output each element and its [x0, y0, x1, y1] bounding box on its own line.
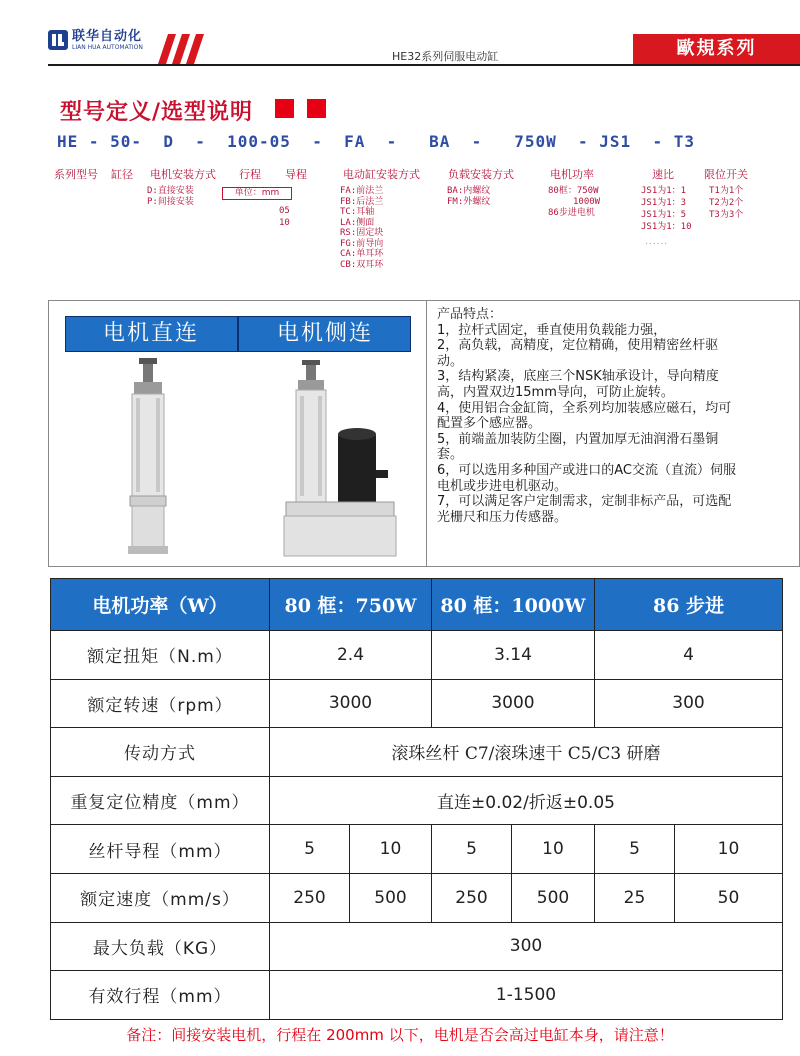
- red-square-marker: [307, 99, 326, 118]
- table-cell: 10: [675, 825, 783, 874]
- option-load-mount: BA:内螺纹: [447, 186, 491, 196]
- option-motor-power: 80框：750W: [548, 186, 599, 196]
- option-cylinder-mount: TC:耳轴: [340, 207, 375, 217]
- table-cell: 5: [432, 825, 512, 874]
- header-cell-motor-power: 电机功率（W）: [51, 579, 270, 631]
- option-motor-power: 1000W: [573, 197, 601, 207]
- table-cell: 3000: [432, 679, 595, 728]
- option-cylinder-mount: CA:单耳环: [340, 249, 384, 259]
- feature-item: 1，拉杆式固定，垂直使用负载能力强，: [437, 322, 667, 338]
- row-label: 丝杆导程（mm）: [51, 825, 270, 874]
- table-row: [51, 971, 783, 1020]
- label-motor-mount: 电机安装方式: [150, 168, 216, 181]
- option-cylinder-mount: CB:双耳环: [340, 259, 384, 270]
- option-limit-switch: T1为1个: [709, 186, 744, 196]
- option-lead: 05: [279, 206, 290, 216]
- header-cell: 80 框：750W: [270, 579, 432, 631]
- table-cell: 250: [432, 873, 512, 922]
- option-ratio: JS1为1：5: [641, 210, 687, 220]
- label-cylinder-mount: 电动缸安装方式: [343, 168, 420, 181]
- side-mount-actuator-image: [270, 360, 400, 560]
- table-row: [51, 776, 783, 825]
- row-label: 额定速度（mm/s）: [51, 873, 270, 922]
- table-cell: 5: [270, 825, 350, 874]
- model-code: HE - 50- D - 100-05 - FA - BA - 750W - JS1 - T3: [57, 132, 695, 151]
- row-label: 传动方式: [51, 728, 270, 777]
- row-label: 最大负载（KG）: [51, 922, 270, 971]
- label-motor-power: 电机功率: [550, 168, 594, 181]
- table-row: [51, 728, 783, 777]
- label-stroke: 行程: [239, 168, 261, 181]
- header-cell: 80 框：1000W: [432, 579, 595, 631]
- table-row: [51, 679, 783, 728]
- header-divider: [48, 64, 800, 66]
- table-cell: 3000: [270, 679, 432, 728]
- tab-direct-mount: 电机直连: [102, 321, 199, 346]
- option-limit-switch: T2为2个: [709, 198, 744, 208]
- stroke-unit: 单位：mm: [222, 187, 292, 200]
- brand-name-cn: 联华自动化: [72, 29, 143, 44]
- table-row: [51, 922, 783, 971]
- option-cylinder-mount: FB:后法兰: [340, 196, 384, 207]
- table-cell: 10: [350, 825, 432, 874]
- footnote: 备注：间接安装电机，行程在 200mm 以下，电机是否会高过电缸本身，请注意！: [126, 1026, 674, 1044]
- table-cell: 50: [675, 873, 783, 922]
- option-motor-power: 86步进电机: [548, 208, 595, 218]
- option-ratio: JS1为1：3: [641, 198, 687, 208]
- label-load-mount: 负载安装方式: [448, 168, 514, 181]
- table-header-row: [51, 579, 783, 631]
- row-label: 有效行程（mm）: [51, 971, 270, 1020]
- option-motor-mount: D:直接安装: [147, 186, 194, 196]
- table-cell: 5: [595, 825, 675, 874]
- table-cell: 3.14: [432, 631, 595, 680]
- feature-item: 6，可以选用多种国产或进口的AC交流（直流）伺服电机或步进电机驱动。: [437, 462, 737, 494]
- brand-logo-icon: [48, 30, 68, 50]
- table-cell: 直连±0.02/折返±0.05: [270, 776, 783, 825]
- document-title: HE32系列伺服电动缸: [392, 50, 499, 63]
- label-ratio: 速比: [652, 168, 674, 181]
- feature-item: 4，使用铝合金缸筒，全系列均加装感应磁石，均可配置多个感应器。: [437, 400, 732, 432]
- label-series-model: 系列型号: [54, 168, 98, 181]
- table-cell: 500: [350, 873, 432, 922]
- spec-table: [50, 578, 783, 1020]
- page-header: [0, 0, 800, 70]
- header-cell: 86 步进: [595, 579, 783, 631]
- tab-side-mount: 电机侧连: [276, 321, 373, 346]
- features-title: 产品特点：: [437, 307, 503, 322]
- table-cell: 滚珠丝杆 C7/滚珠速干 C5/C3 研磨: [270, 728, 783, 777]
- option-cylinder-mount: LA:侧面: [340, 217, 375, 228]
- table-row: [51, 873, 783, 922]
- table-row: [51, 631, 783, 680]
- option-motor-mount: P:间接安装: [147, 197, 194, 207]
- table-cell: 4: [595, 631, 783, 680]
- option-ratio: JS1为1：1: [641, 186, 687, 196]
- label-bore: 缸径: [111, 168, 133, 181]
- feature-item: 5，前端盖加装防尘圈，内置加厚无油润滑石墨铜套。: [437, 431, 719, 463]
- row-label: 重复定位精度（mm）: [51, 776, 270, 825]
- table-cell: 2.4: [270, 631, 432, 680]
- option-cylinder-mount: RS:固定块: [340, 228, 384, 238]
- label-limit-switch: 限位开关: [704, 168, 748, 181]
- option-ratio-more: ......: [645, 237, 669, 247]
- panel-divider: [426, 300, 427, 567]
- table-cell: 300: [270, 922, 783, 971]
- table-cell: 25: [595, 873, 675, 922]
- table-cell: 250: [270, 873, 350, 922]
- option-lead: 10: [279, 218, 290, 228]
- table-cell: 1-1500: [270, 971, 783, 1020]
- red-stripes-decoration: [158, 34, 218, 64]
- option-cylinder-mount: FG:前导向: [340, 238, 384, 249]
- option-load-mount: FM:外螺纹: [447, 197, 491, 207]
- feature-item: 2，高负载，高精度，定位精确，使用精密丝杆驱动。: [437, 338, 719, 369]
- label-lead: 导程: [285, 168, 307, 181]
- table-cell: 500: [512, 873, 595, 922]
- brand-name-en: LIAN HUA AUTOMATION: [72, 44, 143, 51]
- features-list: [437, 307, 737, 525]
- series-tag: 歐規系列: [676, 38, 757, 59]
- row-label: 额定转速（rpm）: [51, 679, 270, 728]
- option-ratio: JS1为1：10: [641, 222, 692, 232]
- table-cell: 300: [595, 679, 783, 728]
- feature-item: 7，可以满足客户定制需求，定制非标产品，可选配光栅尺和压力传感器。: [437, 494, 732, 525]
- direct-mount-actuator-image: [110, 358, 190, 558]
- red-square-marker: [275, 99, 294, 118]
- brand-name: [72, 30, 143, 52]
- section-title-model: 型号定义/选型说明: [60, 100, 254, 125]
- option-limit-switch: T3为3个: [709, 210, 744, 220]
- option-cylinder-mount: FA:前法兰: [340, 186, 384, 196]
- row-label: 额定扭矩（N.m）: [51, 631, 270, 680]
- table-cell: 10: [512, 825, 595, 874]
- feature-item: 3，结构紧凑，底座三个NSK轴承设计，导向精度高，内置双边15mm导向，可防止旋转。: [437, 369, 719, 400]
- table-row: [51, 825, 783, 874]
